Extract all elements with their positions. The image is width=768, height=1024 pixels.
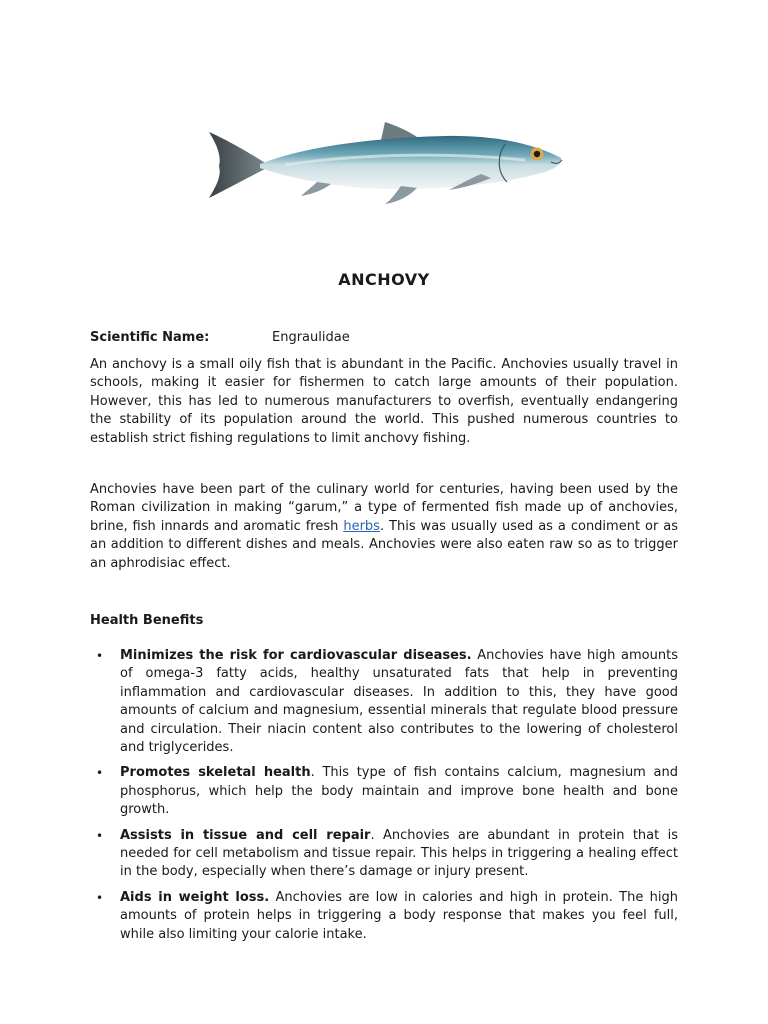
list-item (90, 889, 678, 944)
benefit-lead: Promotes skeletal health (120, 765, 311, 781)
fish-icon (205, 118, 570, 210)
benefit-lead: Aids in weight loss. (120, 889, 270, 905)
scientific-name-row (90, 329, 350, 347)
bullet-icon: • (96, 766, 104, 781)
scientific-name-label: Scientific Name: (90, 330, 210, 345)
list-item (90, 647, 678, 757)
benefit-text: . Anchovies are abundant in protein that is needed for cell metabolism and tissue repair. This helps in triggering a healing effect in the body, especially when there’s damage or injury present. (120, 827, 678, 880)
bullet-icon: • (96, 890, 104, 905)
benefit-lead: Minimizes the risk for cardiovascular diseases. (120, 648, 472, 663)
benefit-lead: Assists in tissue and cell repair (120, 827, 371, 843)
herbs-link[interactable]: herbs (343, 518, 380, 534)
benefit-text: . This type of fish contains calcium, magnesium and phosphorus, which help the body maintain and improve bone health and bone growth. (120, 765, 678, 818)
history-text-before: Anchovies have been part of the culinary world for centuries, having been used by the Roman civilization in making “garum,” a type of fermented fish made up of anchovies, brine, fish innards and aromatic fresh (90, 482, 678, 534)
intro-paragraph: An anchovy is a small oily fish that is abundant in the Pacific. Anchovies usually travel in schools, making it easier for fishermen to catch large amounts of their population. However, this has led to numerous manufacturers to overfish, eventually endangering the stability of its population around the world. This pushed numerous countries to establish strict fishing regulations to limit anchovy fishing. (90, 357, 678, 446)
list-item (90, 764, 678, 819)
page-title: ANCHOVY (338, 270, 430, 289)
bullet-icon: • (96, 649, 104, 663)
history-paragraph (90, 481, 678, 573)
scientific-name-value: Engraulidae (272, 330, 350, 345)
list-item (90, 827, 678, 882)
health-benefits-list (90, 647, 678, 951)
bullet-icon: • (96, 828, 104, 843)
history-text-after: . This was usually used as a condiment or as an addition to different dishes and meals. Anchovies were also eaten raw so as to trigger an aphrodisiac effect. (90, 518, 679, 571)
health-benefits-heading: Health Benefits (90, 613, 204, 628)
benefit-text: Anchovies have high amounts of omega-3 fatty acids, healthy unsaturated fats that help in preventing inflammation and cardiovascular diseases. In addition to this, they have good amounts of calcium and magnesium, essential minerals that regulate blood pressure and circulation. Their niacin content also contributes to the lowering of cholesterol and triglycerides. (120, 648, 678, 756)
anchovy-illustration (205, 118, 570, 210)
benefit-text: Anchovies are low in calories and high in protein. The high amounts of protein helps in triggering a body response that makes you feel full, while also limiting your calorie intake. (120, 889, 678, 942)
